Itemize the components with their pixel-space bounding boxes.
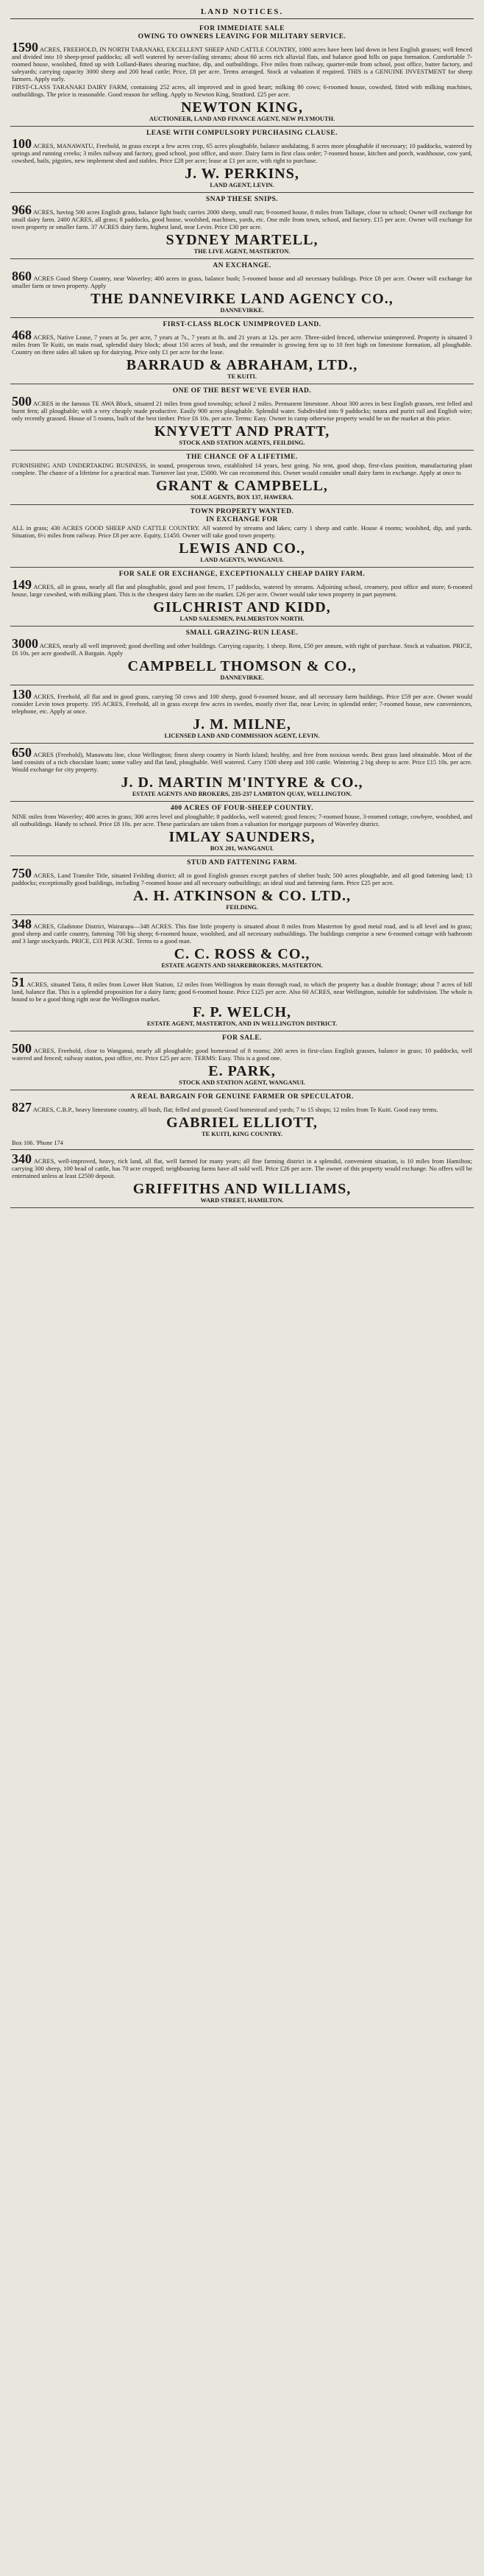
ad-headline: STUD AND FATTENING FARM. <box>187 859 297 867</box>
ad-headline: FOR SALE OR EXCHANGE, EXCEPTIONALLY CHEAP DAIRY FARM. <box>118 571 366 578</box>
ad-lead-number: 500 <box>12 1041 32 1056</box>
classified-ad <box>10 259 474 318</box>
ad-advertiser: J. M. MILNE, <box>193 716 291 733</box>
section-title: LAND NOTICES. <box>10 7 474 19</box>
classified-ad <box>10 744 474 802</box>
ad-body <box>12 524 472 539</box>
ad-body-text: ACRES, nearly all well improved; good dwelling and other buildings. Carrying capacity, 1 sheep. Rent, £50 per annum, with right of purchase. Stock at valuation. PRICE, £6 10s. per acre goodwill. A Bargain. Apply <box>12 642 472 657</box>
ad-headline: TOWN PROPERTY WANTED. <box>190 508 294 515</box>
ad-advertiser: C. C. ROSS & CO., <box>174 946 310 962</box>
ad-subhead: OWING TO OWNERS LEAVING FOR MILITARY SERVICE. <box>138 33 346 40</box>
classified-ad <box>10 856 474 915</box>
ad-body-text: ACRES Good Sheep Country, near Waverley; 400 acres in grass, balance bush; 5-roomed house and all necessary buildings. Price £8 per acre. Owner will exchange for smaller farm or town property. Apply <box>12 275 472 289</box>
ad-advertiser: E. PARK, <box>208 1063 276 1079</box>
classified-ad <box>10 973 474 1031</box>
ad-advertiser: SYDNEY MARTELL, <box>166 232 318 248</box>
ad-tagline: AUCTIONEER, LAND AND FINANCE AGENT, NEW PLYMOUTH. <box>149 116 335 122</box>
ad-body <box>12 638 472 657</box>
ad-lead-number: 750 <box>12 866 32 881</box>
classified-ad <box>10 568 474 627</box>
ad-headline: SNAP THESE SNIPS. <box>205 196 279 203</box>
ad-headline: A REAL BARGAIN FOR GENUINE FARMER OR SPECULATOR. <box>130 1093 354 1101</box>
ad-body <box>12 138 472 164</box>
classified-ad <box>10 451 474 505</box>
ad-lead-number: 650 <box>12 745 32 760</box>
ad-body <box>12 329 472 356</box>
ad-tagline: BOX 201, WANGANUI. <box>210 845 274 852</box>
ad-body-text: ACRES, Freehold, all flat and in good grass, carrying 50 cows and 100 sheep, good 6-roomed house, and all necessary farm buildings. Price £59 per acre. Owner would consider Levin town property. 195 ACRES, Freehold, all in grass except few acres in swedes, mostly river flat, near Levin; in splendid order; 7-roomed house, new conveniences, telephone, etc. Apply at once. <box>12 693 473 715</box>
ad-lead-number: 340 <box>12 1151 32 1166</box>
ad-headline: ONE OF THE BEST WE'VE EVER HAD. <box>172 387 312 395</box>
ad-body-text: ACRES, Gladstone District, Wairarapa—348 ACRES. This fine little property is situated about 8 miles from Masterton by good metal road, and is all level and in grass; good sheep and cattle country, fattening 700 big sheep; 6-roomed house, woolshed, and all necessary outbuildings. The buildings comprise a new 6-roomed cottage with bathroom and 3 large stockyards. PRICE, £33 PER ACRE. Terms to a good man. <box>12 922 472 945</box>
ad-lead-number: 51 <box>12 975 25 989</box>
ad-tagline: ESTATE AGENT, MASTERTON, AND IN WELLINGTON DISTRICT. <box>146 1020 338 1027</box>
ad-box: Box 106. <box>12 1140 35 1146</box>
ad-tagline: STOCK AND STATION AGENT, WANGANUI. <box>179 1079 305 1086</box>
ad-headline: AN EXCHANGE. <box>213 262 271 269</box>
ad-tagline: DANNEVIRKE. <box>220 674 264 681</box>
ad-body-text: ACRES, Freehold, close to Wanganui, nearly all ploughable; good homestead of 8 rooms; 200 acres in first-class English grasses, balance in grass; 10 paddocks, well watered and fenced; railway station, post office, etc. Price £25 per acre. TERMS: Easy. This is a good one. <box>12 1047 472 1062</box>
ad-body-text: ACRES in the famous TE AWA Block, situated 21 miles from good township; school 2 miles. Permanent limestone. About 300 acres in best English grasses, rest felled and burnt fern; all ploughable; with a very cheaply made productive. Easily 900 acres ploughable. Splendid water. Subdivided into 9 paddocks; totara and puriri rail and English wire; only recently grassed. House of 5 rooms, built of the best timber. Price £6 10s. per acre. Terms: Easy. Owner in camp otherwise property would be on the market at this price. <box>12 400 472 422</box>
ad-body <box>12 395 472 422</box>
ad-body-text: ACRES (Freehold), Manawatu line, close Wellington; finest sheep country in North Island; healthy, and free from noxious weeds. Best grass land obtainable. Most of the land consists of a rich chocolate loam; some valley and flat land, ploughable. Well watered. Carry 1500 sheep and 100 cattle. Wintering 2 big sheep to acre. Price £15 10s. per acre. Would exchange for city property. <box>12 751 472 773</box>
ad-body <box>12 1153 472 1179</box>
ad-body <box>12 204 472 230</box>
ad-body-text: NINE miles from Waverley; 400 acres in grass; 300 acres level and ploughable; 8 paddocks, well watered; good fences; 7-roomed house, 3-roomed cottage, cowbyre, woolshed, and all outbuildings. Handy to school. Price £8 10s. per acre. These particulars are taken from a valuation for mortgage purposes of Waverley district. <box>12 813 472 828</box>
ad-advertiser: GILCHRIST AND KIDD, <box>153 599 331 615</box>
ad-tagline: LAND SALESMEN, PALMERSTON NORTH. <box>179 615 305 622</box>
ad-footer <box>12 1140 472 1146</box>
ad-tagline: STOCK AND STATION AGENTS, FEILDING. <box>179 440 305 446</box>
ad-tagline: ESTATE AGENTS AND BROKERS, 235-237 LAMBTON QUAY, WELLINGTON. <box>132 791 352 797</box>
classified-ad <box>10 22 474 127</box>
ad-body <box>12 1101 472 1113</box>
ad-advertiser: THE DANNEVIRKE LAND AGENCY CO., <box>90 291 394 307</box>
classified-ad <box>10 1150 474 1208</box>
newspaper-page <box>10 0 474 1208</box>
ad-headline: THE CHANCE OF A LIFETIME. <box>186 454 298 461</box>
ads-column <box>10 22 474 1208</box>
ad-body <box>12 688 472 715</box>
ad-advertiser: A. H. ATKINSON & CO. LTD., <box>132 888 352 904</box>
ad-tagline: WARD STREET, HAMILTON. <box>200 1197 284 1204</box>
ad-lead-number: 3000 <box>12 636 38 651</box>
classified-ad <box>10 1090 474 1150</box>
ad-body-text: FURNISHING AND UNDERTAKING BUSINESS, in sound, prosperous town, established 14 years, best going. No rent, good shop, first-class position, manufacturing plant complete. The chance of a lifetime for a practical man. Turnover last year, £5000. We can recommend this. Owner would consider small dairy farm in exchange. Apply at once to <box>12 462 472 476</box>
ad-lead-number: 1590 <box>12 40 38 54</box>
ad-body-text: ACRES, well-improved, heavy, rich land, all flat, well farmed for many years; all fine farming district in a splendid, convenient situation, is 10 miles from Hamilton; carrying 300 sheep, 100 head of cattle, has 70 acre cropped; neighbouring farms have all sold well. Price £26 per acre. The owner of this property would exchange. No offers will be entertained unless at least £2500 deposit. <box>12 1157 472 1179</box>
ad-body-text: ALL in grass; 430 ACRES GOOD SHEEP AND CATTLE COUNTRY. All watered by streams and lakes; carry 1 sheep and cattle. House 4 rooms; woolshed, dip, and yards. Situation, 6½ miles from railway. Price £8 per acre. Equity, £1450. Owner will take good town property. <box>12 524 472 539</box>
ad-subhead: IN EXCHANGE FOR <box>206 516 278 523</box>
ad-tagline: LICENSED LAND AND COMMISSION AGENT, LEVIN. <box>164 733 320 739</box>
ad-advertiser: J. D. MARTIN M'INTYRE & CO., <box>121 774 363 791</box>
ad-lead-number: 348 <box>12 917 32 931</box>
ad-lead-number: 860 <box>12 269 32 283</box>
ad-body-text: ACRES, Land Transfer Title, situated Feilding district; all in good English grasses except patches of shelter bush; 500 acres ploughable, and all good fattening land; 13 paddocks; exceptionally good buildings, including 7-roomed house and all necessary outbuildings; an ideal stud and fattening farm. Price £25 per acre. <box>12 872 472 886</box>
ad-advertiser: GRIFFITHS AND WILLIAMS, <box>132 1181 352 1197</box>
classified-ad <box>10 505 474 568</box>
ad-tagline: FEILDING. <box>226 904 258 911</box>
ad-headline: SMALL GRAZING-RUN LEASE. <box>185 629 299 637</box>
classified-ad <box>10 1031 474 1090</box>
ad-body <box>12 747 472 773</box>
ad-body-text: ACRES, having 500 acres English grass, balance light bush; carries 2000 sheep, small run; 9-roomed house, 8 miles from Taihape, close to school; Owner will exchange for small dairy farm. 2400 ACRES, all grass; 8 paddocks, good house, woolshed, machines, yards, etc. One mile from town, school, and factory. £15 per acre. Owner will exchange for town property or smaller farm. 37 ACRES dairy farm, highest land, near Levin. Price £30 per acre. <box>12 208 472 230</box>
ad-advertiser: J. W. PERKINS, <box>185 166 299 182</box>
ad-tagline: TE KUITI, KING COUNTRY. <box>202 1131 282 1137</box>
ad-advertiser: KNYVETT AND PRATT, <box>154 423 330 440</box>
ad-advertiser: GRANT & CAMPBELL, <box>156 478 328 494</box>
ad-body-text: ACRES, Native Lease, 7 years at 5s. per acre, 7 years at 7s., 7 years at 8s. and 21 years at 12s. per acre. Three-sided fenced, otherwise unimproved. Property is situated 3 miles from Te Kuiti, on main road, splendid dairy block; about 150 acres of bush, and the remainder is growing fern up to 10 feet high on limestone formation, all ploughable. Country on three sides all taken up for dairying. Price only £1 per acre for the lease. <box>12 334 472 356</box>
ad-body <box>12 918 472 945</box>
ad-lead-number: 100 <box>12 136 32 151</box>
ad-body <box>12 1042 472 1062</box>
ad-tagline: LAND AGENT, LEVIN. <box>210 182 274 188</box>
ad-headline: LEASE WITH COMPULSORY PURCHASING CLAUSE. <box>146 130 338 137</box>
classified-ad <box>10 802 474 856</box>
classified-ad <box>10 915 474 973</box>
classified-ad <box>10 193 474 259</box>
ad-headline: FIRST-CLASS BLOCK UNIMPROVED LAND. <box>163 321 321 328</box>
classified-ad <box>10 627 474 685</box>
ad-headline: FOR SALE. <box>221 1034 263 1042</box>
ad-body-text: ACRES, C.B.P., heavy limestone country, all bush, flat; felled and grassed; Good homestead and yards; 7 to 15 shops; 12 miles from Te Kuiti. Good easy terms. <box>32 1106 438 1113</box>
ad-tagline: THE LIVE AGENT, MASTERTON. <box>193 248 291 255</box>
ad-body <box>12 976 472 1003</box>
ad-advertiser: CAMPBELL THOMSON & CO., <box>127 658 357 674</box>
ad-lead-number: 827 <box>12 1100 32 1115</box>
ad-phone: 'Phone 174 <box>35 1140 63 1146</box>
ad-advertiser: GABRIEL ELLIOTT, <box>166 1115 318 1131</box>
classified-ad <box>10 127 474 193</box>
ad-lead-number: 130 <box>12 687 32 702</box>
ad-tagline: LAND AGENTS, WANGANUI. <box>200 557 284 563</box>
ad-tagline: SOLE AGENTS, BOX 137, HAWERA. <box>191 494 293 501</box>
ad-advertiser: F. P. WELCH, <box>192 1004 292 1020</box>
classified-ad <box>10 318 474 384</box>
ad-headline: FOR IMMEDIATE SALE <box>199 25 285 32</box>
ad-body-text: ACRES, FREEHOLD, IN NORTH TARANAKI, EXCELLENT SHEEP AND CATTLE COUNTRY, 1000 acres have been laid down in best English grasses; well fenced and divided into 10 sheep-proof paddocks; all well watered by never-failing streams; about 60 acres rich alluvial flats, and balance good hills on papa formation. Comfortable 7-roomed house, woolshed, fitted up with Lolland-Bates shearing machine, dip, and outbuildings. Five miles from railway, quarter-mile from school, post office, butter factory, and saleyards; carrying capacity 3000 sheep and 200 head cattle; Price, £8 per acre. Terms arranged. Stock at valuation if required. THIS is a GENUINE INVESTMENT for sheep farmers. Apply early. <box>12 46 472 82</box>
classified-ad <box>10 685 474 744</box>
ad-body <box>12 41 472 82</box>
ad-advertiser: LEWIS AND CO., <box>179 540 305 557</box>
ad-body-text: ACRES, MANAWATU, Freehold, in grass except a few acres crop, 65 acres ploughable, balance undulating, 8 acres more ploughable if necessary; 10 paddocks, watered by springs and running creeks; 3 miles railway and factory, good school, post office, and store. Dairy farm in first class order; 7-roomed house, kitchen and porch, washhouse, cow yard, cowshed, bails, pigsties, new implement shed and stables. Price £28 per acre; lease at £1 per acre, with right to purchase. <box>12 142 472 164</box>
ad-body-text: ACRES, situated Taita, 8 miles from Lower Hutt Station, 12 miles from Wellington by main through road, to which the property has a double frontage; about 7 acres of hill land, balance flat. This is a splendid proposition for a dairy farm; good 6-roomed house. Price £125 per acre. Also 60 ACRES, near Wellington, suitable for subdivision. The whole is bound to be a good thing right near the Wellington market. <box>12 981 472 1003</box>
ad-lead-number: 149 <box>12 577 32 592</box>
ad-advertiser: BARRAUD & ABRAHAM, LTD., <box>126 357 358 373</box>
ad-tagline: TE KUITI. <box>227 373 257 380</box>
classified-ad <box>10 384 474 451</box>
ad-lead-number: 500 <box>12 394 32 409</box>
ad-body <box>12 813 472 828</box>
ad-tagline: DANNEVIRKE. <box>220 307 264 314</box>
ad-advertiser: NEWTON KING, <box>180 99 304 116</box>
ad-body <box>12 462 472 476</box>
ad-headline: 400 ACRES OF FOUR-SHEEP COUNTRY. <box>170 805 314 812</box>
ad-body-text: ACRES, all in grass, nearly all flat and ploughable, good and post fences, 17 paddocks, watered by streams. Adjoining school, creamery, post office and store; 6-roomed house, large cowshed, with milking plant. This is the cheapest dairy farm on the market. £26 per acre. Owner would take town property in part payment. <box>12 583 472 598</box>
ad-body <box>12 867 472 886</box>
ad-tagline: ESTATE AGENTS AND SHAREBROKERS, MASTERTON. <box>161 962 323 969</box>
ad-lead-number: 966 <box>12 202 32 217</box>
ad-lead-number: 468 <box>12 328 32 342</box>
ad-body <box>12 270 472 289</box>
ad-note: FIRST-CLASS TARANAKI DAIRY FARM, containing 252 acres, all improved and in good heart; milking 80 cows; 6-roomed house, cowshed, fitted with milking machines, outbuildings. The price is reasonable. Good reason for selling. Apply to Newton King, Stratford. £25 per acre. <box>12 83 472 98</box>
ad-body <box>12 579 472 598</box>
ad-advertiser: IMLAY SAUNDERS, <box>168 829 316 845</box>
